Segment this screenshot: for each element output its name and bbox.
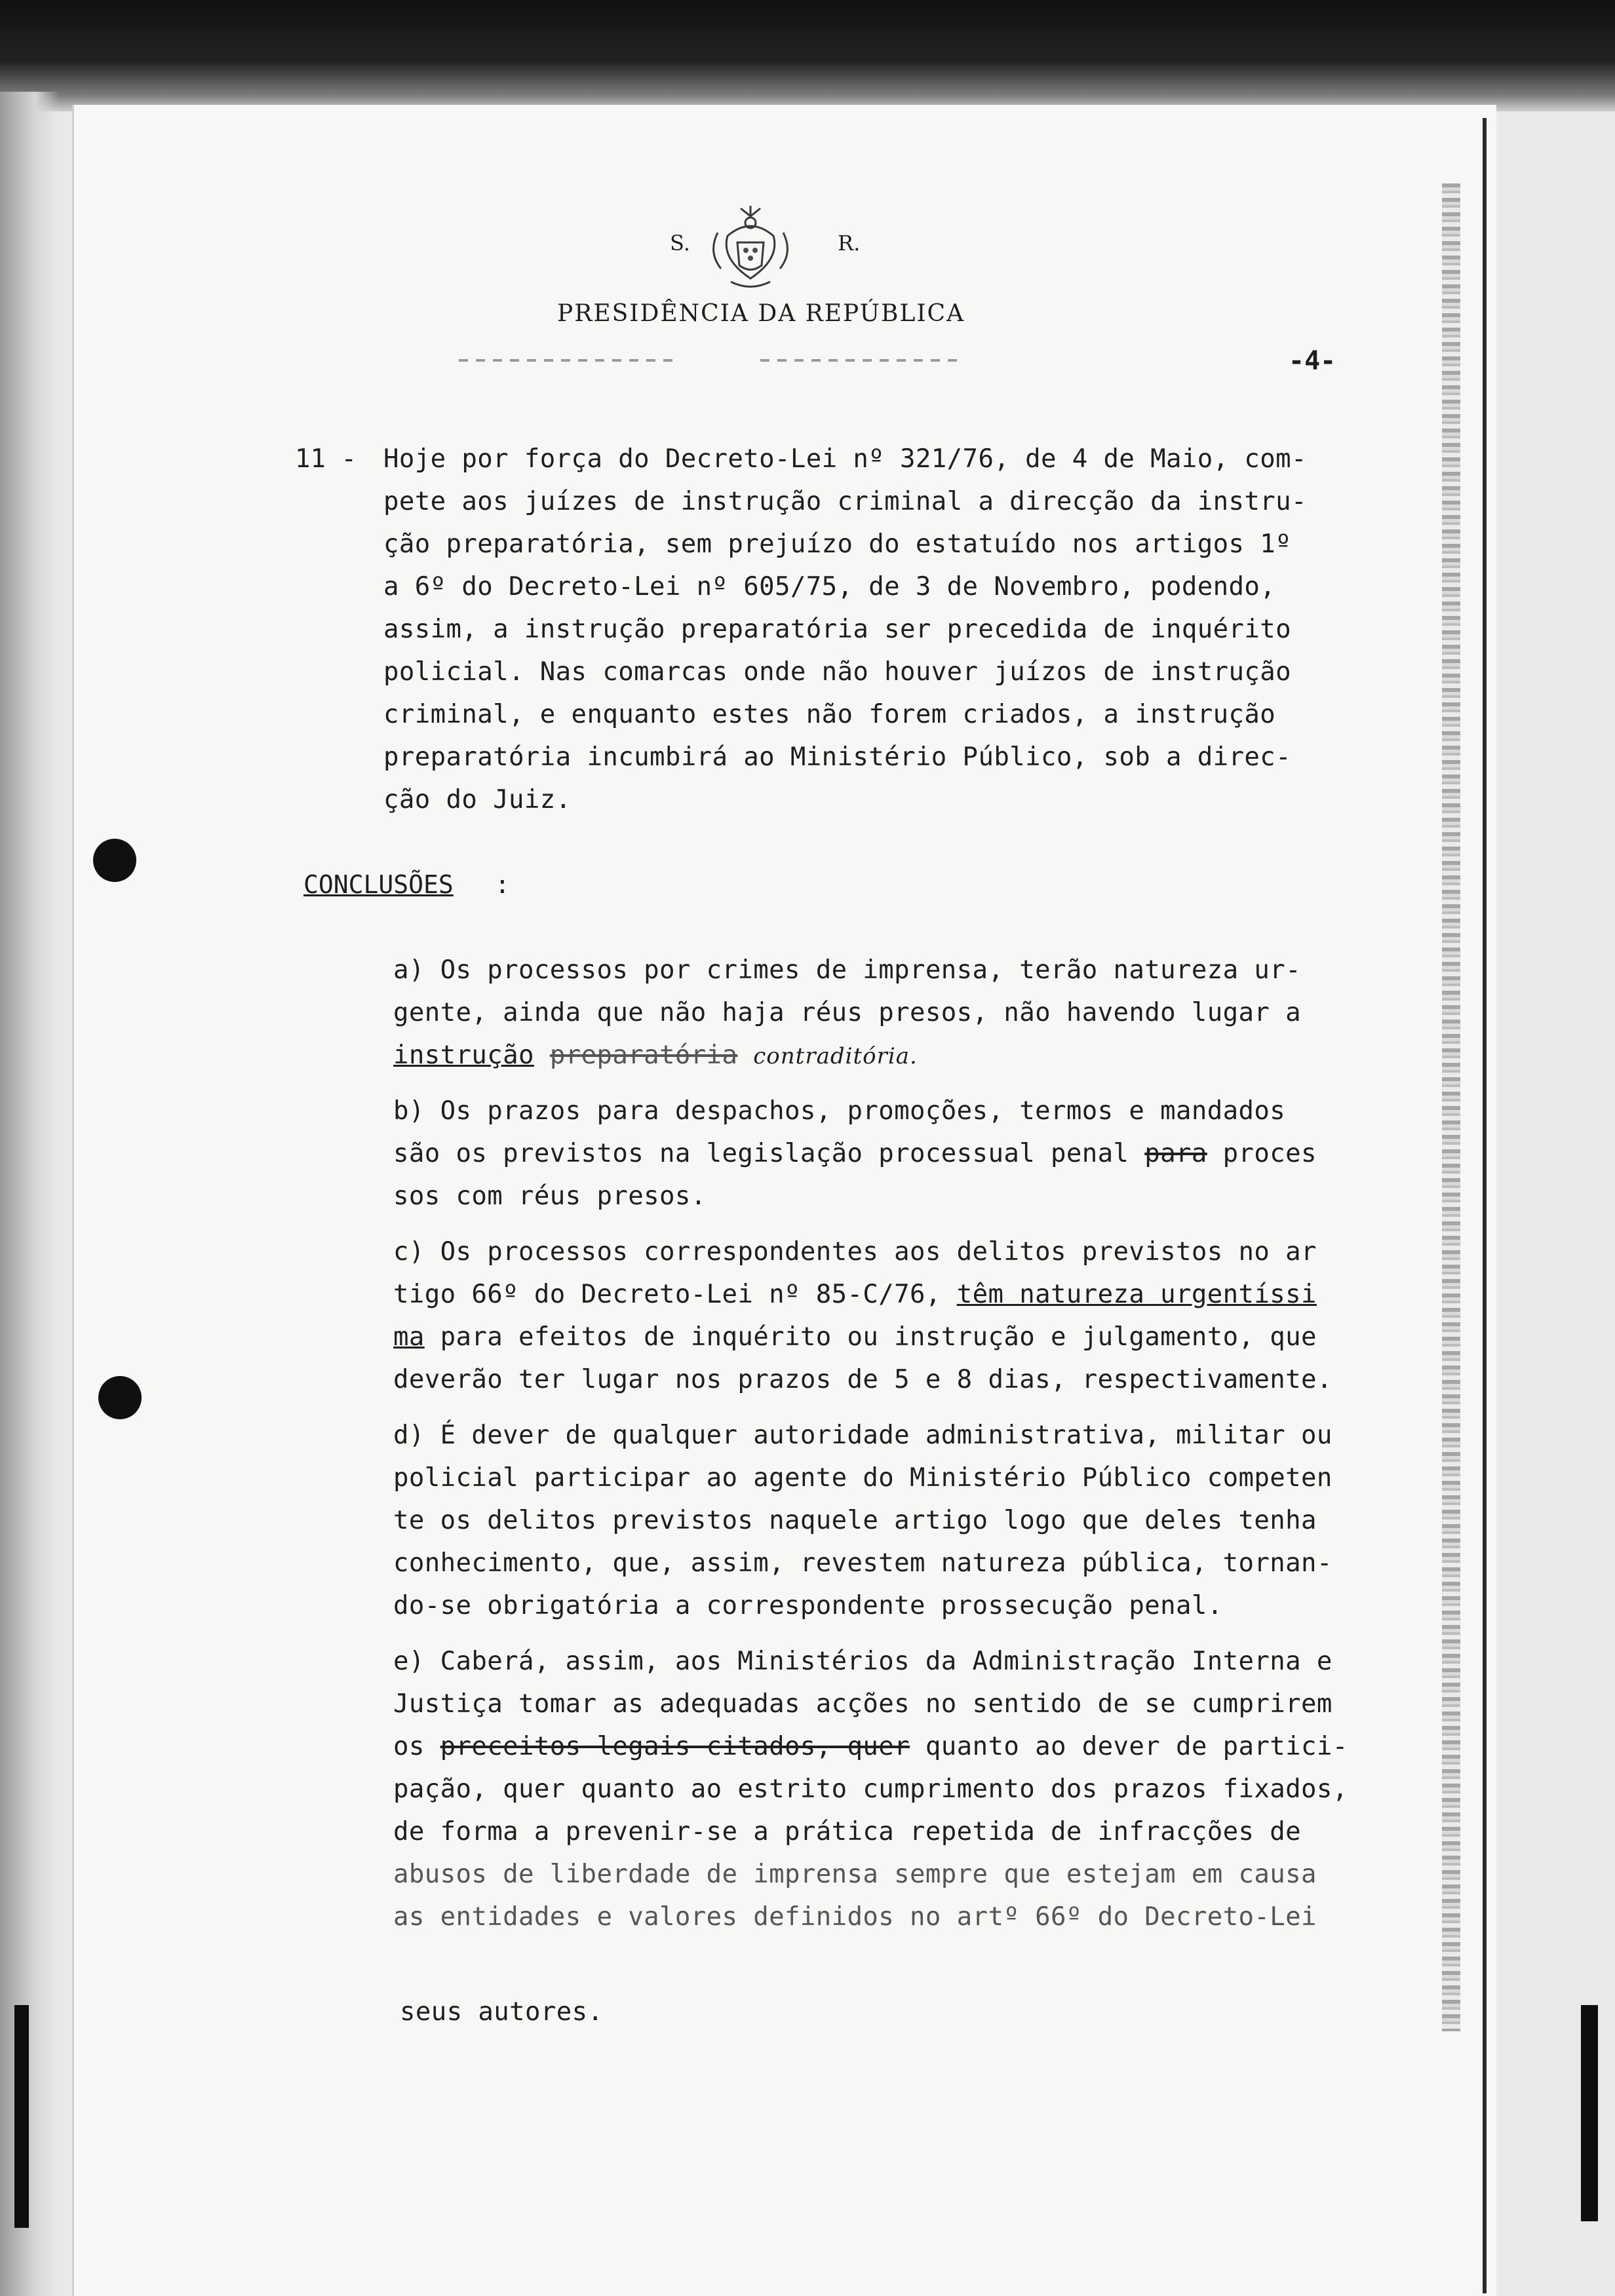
p11-line: criminal, e enquanto estes não forem criados, a instrução (383, 700, 1276, 729)
conclusion-a-prefix: instrução (393, 1041, 534, 1070)
coat-of-arms-icon (701, 203, 800, 295)
faint-header-line-left (459, 359, 675, 362)
conclusion-e-line: de forma a prevenir-se a prática repetida de infracções de (393, 1817, 1302, 1846)
conclusion-d-line: d) É dever de qualquer autoridade administrativa, militar ou (393, 1421, 1333, 1450)
p11-line: Hoje por força do Decreto-Lei nº 321/76, de 4 de Maio, com- (383, 444, 1307, 474)
conclusion-b-line2-suffix: proces (1207, 1139, 1317, 1168)
conclusion-b-line2-struck: para (1144, 1139, 1207, 1168)
conclusions-colon: : (495, 870, 510, 899)
conclusion-c-line: c) Os processos correspondentes aos delitos previstos no ar (393, 1237, 1317, 1267)
conclusion-b-line: b) Os prazos para despachos, promoções, termos e mandados (393, 1096, 1286, 1126)
conclusion-e-line-last: seus autores. (400, 1997, 604, 2027)
conclusion-c-line-2 (393, 1280, 1317, 1309)
scan-border-top (0, 0, 1615, 111)
p11-line: ção preparatória, sem prejuízo do estatuído nos artigos 1º (383, 529, 1292, 559)
page-edge-right (1483, 118, 1487, 2293)
conclusion-c-line2-underlined: têm natureza urgentíssi (956, 1280, 1317, 1309)
document-page (72, 105, 1496, 2296)
conclusions-heading: CONCLUSÕES (303, 870, 454, 899)
conclusion-c-line-3 (393, 1322, 1317, 1352)
conclusion-e-line3-suffix: quanto ao dever de partici- (910, 1732, 1348, 1761)
conclusion-c-line3-suffix: para efeitos de inquérito ou instrução e julgamento, que (424, 1322, 1317, 1352)
conclusion-c-line-4: deverão ter lugar nos prazos de 5 e 8 dias, respectivamente. (393, 1365, 1333, 1394)
conclusion-a-handwritten: contraditória. (753, 1043, 918, 1069)
conclusion-e-line-3 (393, 1732, 1348, 1761)
scan-bar-left (14, 2005, 29, 2228)
conclusion-d-line: do-se obrigatória a correspondente prossecução penal. (393, 1591, 1223, 1620)
conclusion-c-line3-underlined: ma (393, 1322, 425, 1352)
faint-header-line-right (760, 359, 957, 362)
p11-line: assim, a instrução preparatória ser precedida de inquérito (383, 615, 1292, 644)
p11-line: policial. Nas comarcas onde não houver juízos de instrução (383, 657, 1292, 687)
conclusion-e-line3-struck: preceitos legais citados, quer (440, 1732, 910, 1761)
page-title: PRESIDÊNCIA DA REPÚBLICA (557, 300, 965, 327)
conclusion-a-line: a) Os processos por crimes de imprensa, terão natureza ur- (393, 955, 1302, 985)
p11-line: preparatória incumbirá ao Ministério Público, sob a direc- (383, 742, 1292, 772)
paragraph-number: 11 - (295, 444, 357, 474)
conclusion-c-line2-prefix: tigo 66º do Decreto-Lei nº 85-C/76, (393, 1280, 957, 1309)
p11-line: pete aos juízes de instrução criminal a direcção da instru- (383, 487, 1307, 516)
conclusion-b-line-3: sos com réus presos. (393, 1181, 707, 1211)
scan-border-left (0, 92, 59, 2296)
scan-bar-right (1581, 2005, 1598, 2221)
header-right-letter: R. (838, 231, 861, 256)
punch-hole-bottom (98, 1376, 142, 1419)
conclusion-b-line2-prefix: são os previstos na legislação processual penal (393, 1139, 1145, 1168)
conclusion-a-line-last (393, 1041, 918, 1070)
conclusion-d-line: conhecimento, que, assim, revestem natureza pública, tornan- (393, 1548, 1333, 1578)
p11-line: ção do Juiz. (383, 785, 572, 814)
conclusion-d-line: policial participar ao agente do Ministério Público competen (393, 1463, 1333, 1493)
conclusion-e-line: pação, quer quanto ao estrito cumprimento dos prazos fixados, (393, 1774, 1348, 1804)
conclusion-e-line: abusos de liberdade de imprensa sempre que estejam em causa (393, 1860, 1317, 1889)
scan-noise-strip (1442, 183, 1460, 2031)
conclusion-a-line: gente, ainda que não haja réus presos, não havendo lugar a (393, 998, 1302, 1027)
p11-line: a 6º do Decreto-Lei nº 605/75, de 3 de Novembro, podendo, (383, 572, 1276, 602)
conclusion-e-line: as entidades e valores definidos no artº 66º do Decreto-Lei (393, 1902, 1317, 1932)
conclusion-d-line: te os delitos previstos naquele artigo logo que deles tenha (393, 1506, 1317, 1535)
conclusion-e-line: e) Caberá, assim, aos Ministérios da Administração Interna e (393, 1647, 1333, 1676)
punch-hole-top (93, 839, 136, 882)
conclusion-b-line-2 (393, 1139, 1317, 1168)
conclusion-e-line: Justiça tomar as adequadas acções no sentido de se cumprirem (393, 1689, 1333, 1719)
conclusion-e-line3-prefix: os (393, 1732, 440, 1761)
conclusion-a-struck-word: preparatória (549, 1041, 738, 1070)
page-number: -4- (1289, 346, 1336, 376)
header-left-letter: S. (670, 231, 690, 256)
